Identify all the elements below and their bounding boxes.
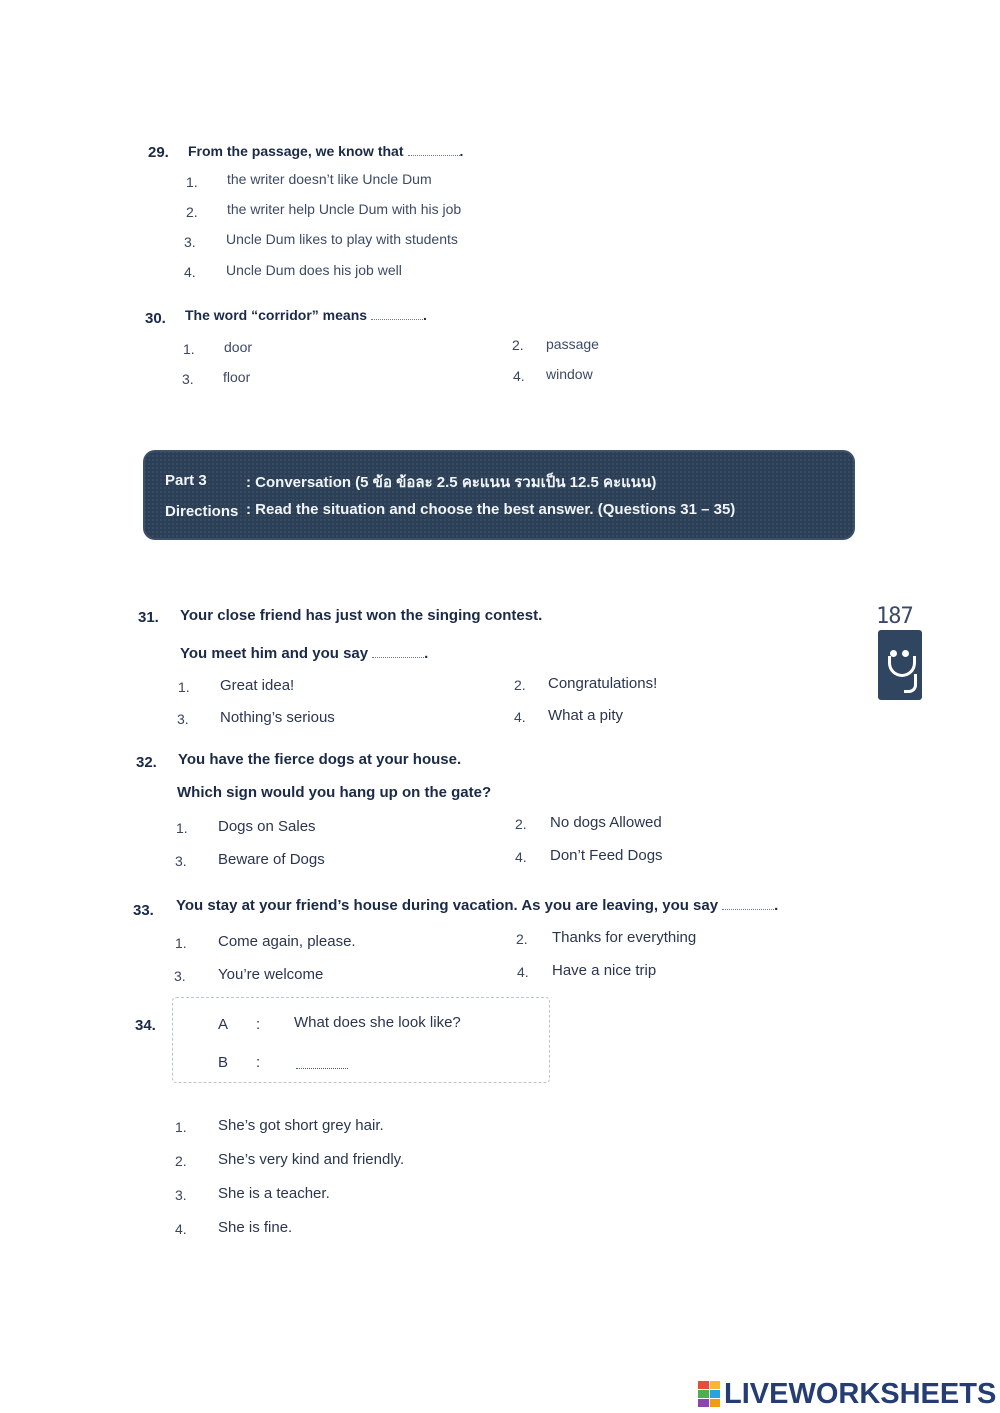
q29-option-2-number: 2. [186, 204, 198, 220]
q34-option-4-number: 4. [175, 1221, 187, 1237]
answer-blank [722, 897, 774, 910]
question-30-text: The word “corridor” means . [185, 307, 427, 323]
question-29-stem: From the passage, we know that [188, 143, 404, 159]
question-31-stem: You meet him and you say [180, 645, 369, 662]
q32-option-2[interactable]: No dogs Allowed [550, 814, 662, 831]
logo-tile [698, 1390, 709, 1398]
liveworksheets-brand-text: LIVEWORKSHEETS [724, 1377, 997, 1410]
q33-option-1-number: 1. [175, 935, 187, 951]
q34-option-4[interactable]: She is fine. [218, 1219, 293, 1236]
q32-option-4-number: 4. [515, 849, 527, 865]
answer-blank [408, 143, 460, 156]
q29-option-4[interactable]: Uncle Dum does his job well [226, 262, 402, 278]
q34-option-1-number: 1. [175, 1119, 187, 1135]
liveworksheets-mark-icon [698, 1381, 720, 1407]
logo-tile [710, 1390, 721, 1398]
q33-option-4[interactable]: Have a nice trip [552, 962, 657, 979]
question-32-number: 32. [136, 754, 157, 771]
q33-option-2-number: 2. [516, 931, 528, 947]
logo-tile [710, 1381, 721, 1389]
q34-option-3-number: 3. [175, 1187, 187, 1203]
q33-option-2[interactable]: Thanks for everything [552, 929, 697, 946]
question-31-line2: You meet him and you say . [180, 645, 429, 662]
question-33-number: 33. [133, 902, 154, 919]
q32-option-2-number: 2. [515, 816, 527, 832]
q29-option-3[interactable]: Uncle Dum likes to play with students [226, 231, 458, 247]
q31-option-3[interactable]: Nothing’s serious [220, 709, 335, 726]
q33-option-3[interactable]: You’re welcome [218, 966, 324, 983]
dialogue-colon-a: : [256, 1016, 261, 1033]
q30-option-3-number: 3. [182, 371, 194, 387]
q30-option-2-number: 2. [512, 337, 524, 353]
q31-option-3-number: 3. [177, 711, 189, 727]
question-29-text: From the passage, we know that . [188, 143, 464, 159]
question-33-stem: You stay at your friend’s house during vacation. As you are leaving, you say [176, 897, 719, 914]
q34-option-2-number: 2. [175, 1153, 187, 1169]
question-30-stem: The word “corridor” means [185, 307, 368, 323]
part3-banner [143, 450, 855, 540]
q32-option-3[interactable]: Beware of Dogs [218, 851, 325, 868]
q32-option-1-number: 1. [176, 820, 188, 836]
part3-label: Part 3 [165, 472, 207, 489]
dialogue-answer-blank[interactable] [296, 1068, 348, 1069]
part3-title: : Conversation (5 ข้อ ข้อละ 2.5 คะแนน รวมเป็น 12.5 คะแนน) [246, 474, 657, 491]
directions-text: : Read the situation and choose the best answer. (Questions 31 – 35) [246, 501, 736, 518]
q33-option-1[interactable]: Come again, please. [218, 933, 356, 950]
smiley-stethoscope-icon [878, 630, 922, 700]
answer-blank [371, 307, 423, 320]
q31-option-1[interactable]: Great idea! [220, 677, 295, 694]
q29-option-4-number: 4. [184, 264, 196, 280]
liveworksheets-logo[interactable] [698, 1378, 996, 1410]
logo-tile [698, 1381, 709, 1389]
q31-option-1-number: 1. [178, 679, 190, 695]
q29-option-2[interactable]: the writer help Uncle Dum with his job [227, 201, 462, 217]
q30-option-1-number: 1. [183, 341, 195, 357]
dialogue-speaker-a: A [218, 1016, 229, 1033]
q30-option-4[interactable]: window [546, 366, 593, 382]
q30-option-2[interactable]: passage [546, 336, 599, 352]
q32-option-1[interactable]: Dogs on Sales [218, 818, 316, 835]
question-31-number: 31. [138, 609, 159, 626]
q31-option-4-number: 4. [514, 709, 526, 725]
dialogue-speaker-b: B [218, 1054, 229, 1071]
q30-option-3[interactable]: floor [223, 369, 251, 385]
q34-option-2[interactable]: She’s very kind and friendly. [218, 1151, 405, 1168]
q31-option-2-number: 2. [514, 677, 526, 693]
q33-option-4-number: 4. [517, 964, 529, 980]
q32-option-3-number: 3. [175, 853, 187, 869]
page-number: 187 [876, 604, 913, 629]
question-29-number: 29. [148, 144, 169, 161]
logo-tile [698, 1399, 709, 1407]
logo-tile [710, 1399, 721, 1407]
q29-option-3-number: 3. [184, 234, 196, 250]
directions-label: Directions [165, 503, 239, 520]
q31-option-2[interactable]: Congratulations! [548, 675, 658, 692]
q34-option-3[interactable]: She is a teacher. [218, 1185, 330, 1202]
question-30-number: 30. [145, 310, 166, 327]
q29-option-1-number: 1. [186, 174, 198, 190]
q30-option-4-number: 4. [513, 368, 525, 384]
dialogue-box [172, 997, 550, 1083]
question-33-text: You stay at your friend’s house during vacation. As you are leaving, you say . [176, 897, 779, 914]
q33-option-3-number: 3. [174, 968, 186, 984]
q32-option-4[interactable]: Don’t Feed Dogs [550, 847, 663, 864]
dialogue-line-a: What does she look like? [294, 1014, 461, 1031]
q29-option-1[interactable]: the writer doesn’t like Uncle Dum [227, 171, 432, 187]
question-34-number: 34. [135, 1017, 156, 1034]
q34-option-1[interactable]: She’s got short grey hair. [218, 1117, 384, 1134]
dialogue-colon-b: : [256, 1054, 261, 1071]
answer-blank [372, 645, 424, 658]
q31-option-4[interactable]: What a pity [548, 707, 624, 724]
question-32-line1: You have the fierce dogs at your house. [178, 751, 462, 768]
question-32-line2: Which sign would you hang up on the gate? [177, 784, 492, 801]
q30-option-1[interactable]: door [224, 339, 253, 355]
question-31-line1: Your close friend has just won the singing contest. [180, 607, 543, 624]
